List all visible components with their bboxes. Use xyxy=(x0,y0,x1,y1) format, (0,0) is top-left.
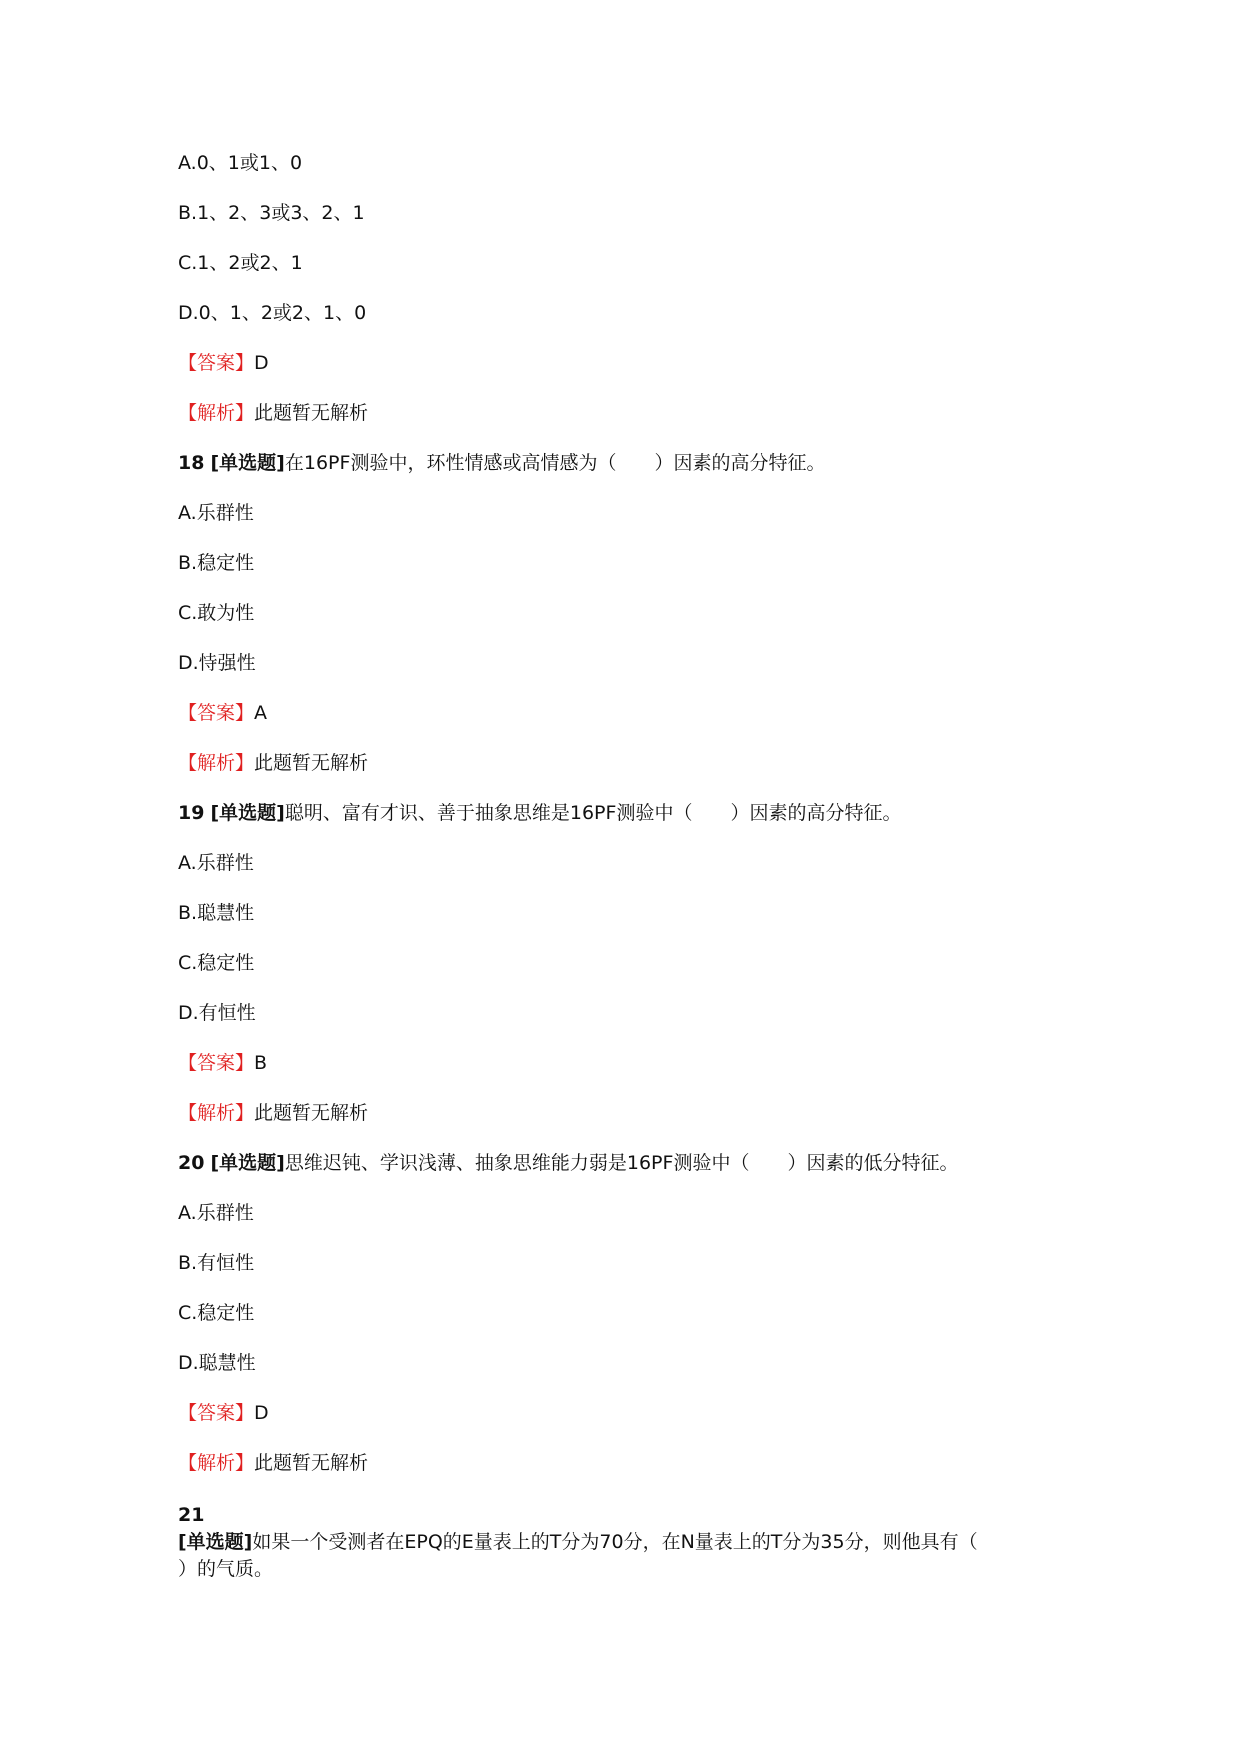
question-20-stem xyxy=(178,1150,958,1176)
option-d: D.恃强性 xyxy=(178,652,256,674)
answer-value: A xyxy=(254,702,268,724)
option-c: C.1、2或2、1 xyxy=(178,252,303,274)
option-c: C.稳定性 xyxy=(178,952,255,974)
option-d: D.有恒性 xyxy=(178,1002,256,1024)
answer-line xyxy=(178,1400,269,1426)
question-text: 在16PF测验中，环性情感或高情感为（ ）因素的高分特征。 xyxy=(284,452,826,474)
analysis-value: 此题暂无解析 xyxy=(254,1102,369,1124)
question-21-stem xyxy=(178,1529,978,1555)
option-d: D.0、1、2或2、1、0 xyxy=(178,302,367,324)
answer-value: D xyxy=(254,352,269,374)
analysis-line xyxy=(178,1450,368,1476)
answer-line xyxy=(178,350,269,376)
question-type: [单选题] xyxy=(210,1152,285,1174)
option-a: A.0、1或1、0 xyxy=(178,152,303,174)
option-b: B.稳定性 xyxy=(178,552,255,574)
question-type: [单选题] xyxy=(210,802,285,824)
question-text: 思维迟钝、学识浅薄、抽象思维能力弱是16PF测验中（ ）因素的低分特征。 xyxy=(284,1152,959,1174)
option-b: B.1、2、3或3、2、1 xyxy=(178,202,365,224)
analysis-label: 【解析】 xyxy=(178,402,255,424)
option-c: C.稳定性 xyxy=(178,1302,255,1324)
analysis-line xyxy=(178,1100,368,1126)
analysis-line xyxy=(178,750,368,776)
answer-value: D xyxy=(254,1402,269,1424)
option-b: B.有恒性 xyxy=(178,1252,255,1274)
option-a: A.乐群性 xyxy=(178,502,254,524)
question-text: 如果一个受测者在EPQ的E量表上的T分为70分，在N量表上的T分为35分，则他具有（ xyxy=(252,1531,978,1553)
answer-label: 【答案】 xyxy=(178,1402,255,1424)
answer-line xyxy=(178,1050,267,1076)
question-21-number: 21 xyxy=(178,1504,205,1526)
question-text: 聪明、富有才识、善于抽象思维是16PF测验中（ ）因素的高分特征。 xyxy=(284,802,902,824)
question-number: 20 xyxy=(178,1152,205,1174)
analysis-value: 此题暂无解析 xyxy=(254,1452,369,1474)
analysis-label: 【解析】 xyxy=(178,752,255,774)
answer-value: B xyxy=(254,1052,268,1074)
analysis-line xyxy=(178,400,368,426)
question-number: 19 xyxy=(178,802,205,824)
answer-label: 【答案】 xyxy=(178,1052,255,1074)
option-d: D.聪慧性 xyxy=(178,1352,256,1374)
question-19-stem xyxy=(178,800,901,826)
analysis-value: 此题暂无解析 xyxy=(254,402,369,424)
answer-label: 【答案】 xyxy=(178,702,255,724)
option-a: A.乐群性 xyxy=(178,1202,254,1224)
option-c: C.敢为性 xyxy=(178,602,255,624)
question-type: [单选题] xyxy=(178,1531,253,1553)
answer-label: 【答案】 xyxy=(178,352,255,374)
option-b: B.聪慧性 xyxy=(178,902,255,924)
question-type: [单选题] xyxy=(210,452,285,474)
question-21-stem-continued: ）的气质。 xyxy=(178,1558,274,1580)
analysis-value: 此题暂无解析 xyxy=(254,752,369,774)
analysis-label: 【解析】 xyxy=(178,1102,255,1124)
question-number: 18 xyxy=(178,452,205,474)
analysis-label: 【解析】 xyxy=(178,1452,255,1474)
option-a: A.乐群性 xyxy=(178,852,254,874)
question-18-stem xyxy=(178,450,825,476)
answer-line xyxy=(178,700,267,726)
